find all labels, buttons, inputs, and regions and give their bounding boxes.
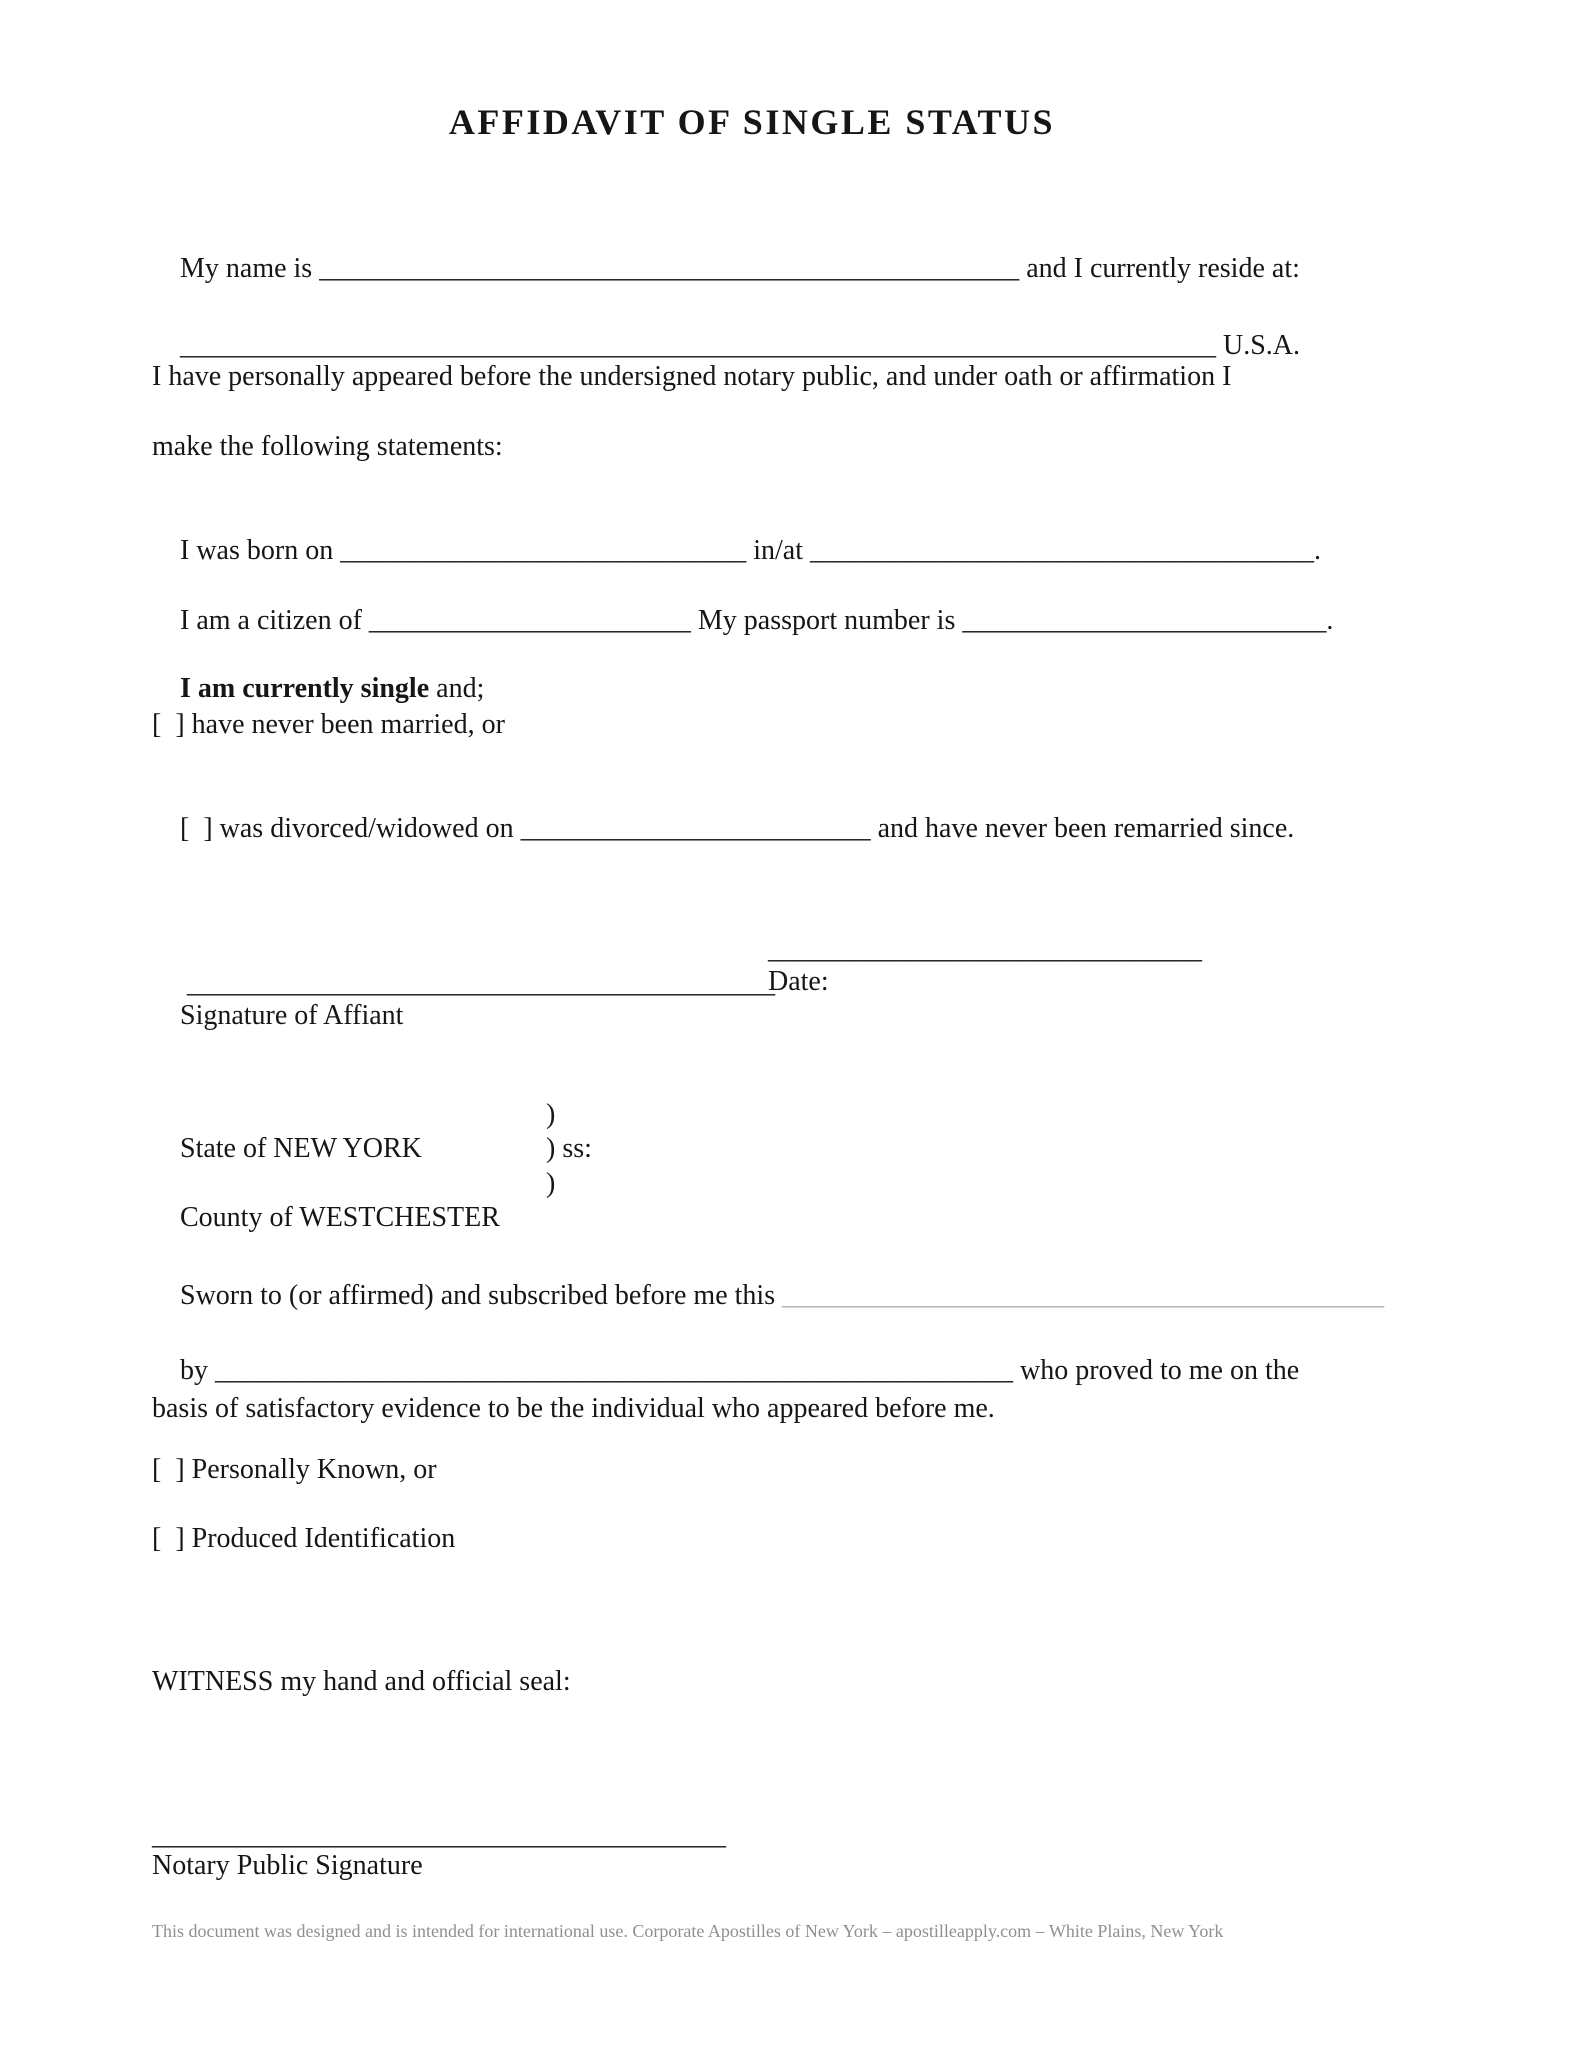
venue-county-label: County of WESTCHESTER xyxy=(180,1202,500,1233)
basis-line: basis of satisfactory evidence to be the individual who appeared before me. xyxy=(152,1393,995,1424)
divorced-date-blank: _________________________ xyxy=(520,813,871,844)
address-line-suffix: U.S.A. xyxy=(1216,330,1301,361)
witness-line: WITNESS my hand and official seal: xyxy=(152,1666,571,1697)
citizen-line-suffix: . xyxy=(1326,605,1334,636)
birth-place-blank: ____________________________________ xyxy=(809,535,1314,566)
affiant-signature-blank: __________________________________________ xyxy=(180,968,775,999)
venue-state-label: State of NEW YORK xyxy=(180,1133,422,1164)
affiant-signature-label: Signature of Affiant xyxy=(180,1000,404,1031)
name-blank: __________________________________________________ xyxy=(319,253,1020,284)
divorced-checkbox-line xyxy=(152,778,1294,880)
single-status-rest: and; xyxy=(429,673,485,704)
birth-date-blank: _____________________________ xyxy=(340,535,747,566)
never-married-checkbox-line: [ ] have never been married, or xyxy=(152,709,505,740)
address-blank: __________________________________________________________________________ xyxy=(180,330,1216,361)
sworn-date-blank: ___________________________________________ xyxy=(782,1280,1385,1311)
born-line-suffix: . xyxy=(1313,535,1321,566)
venue-ss-label: ) ss: xyxy=(546,1133,592,1164)
single-status-bold: I am currently single xyxy=(180,673,430,704)
divorced-line-prefix: [ ] was divorced/widowed on xyxy=(180,813,521,844)
produced-id-checkbox-line: [ ] Produced Identification xyxy=(152,1523,456,1554)
divorced-line-suffix: and have never been remarried since. xyxy=(870,813,1295,844)
citizen-line-mid: My passport number is xyxy=(690,605,963,636)
footer-text: This document was designed and is intended for international use. Corporate Apostilles of New York – apostilleapply.com – White Plains, New York xyxy=(152,1921,1224,1941)
notary-signature-label: Notary Public Signature xyxy=(152,1850,423,1881)
born-line-mid: in/at xyxy=(746,535,810,566)
personally-known-checkbox-line: [ ] Personally Known, or xyxy=(152,1454,437,1485)
by-name-blank: _________________________________________________________ xyxy=(215,1355,1013,1386)
date-blank: _______________________________ xyxy=(768,934,1202,965)
appeared-statement: I have personally appeared before the undersigned notary public, and under oath or affirmation I xyxy=(152,361,1232,392)
statements-intro: make the following statements: xyxy=(152,431,503,462)
venue-county-paren: ) xyxy=(546,1168,556,1199)
by-line-prefix: by xyxy=(180,1355,215,1386)
notary-signature-blank: _________________________________________ xyxy=(152,1820,726,1851)
signature-label-row xyxy=(152,965,829,1101)
sworn-line-prefix: Sworn to (or affirmed) and subscribed before me this xyxy=(180,1280,783,1311)
date-label: Date: xyxy=(768,966,829,997)
born-line-prefix: I was born on xyxy=(180,535,341,566)
name-line-prefix: My name is xyxy=(180,253,320,284)
venue-state-paren: ) xyxy=(546,1099,556,1130)
by-line-suffix: who proved to me on the xyxy=(1013,1355,1300,1386)
document-title: AFFIDAVIT OF SINGLE STATUS xyxy=(448,102,1056,142)
citizen-line-prefix: I am a citizen of xyxy=(180,605,369,636)
name-line-suffix: and I currently reside at: xyxy=(1019,253,1300,284)
citizenship-blank: _______________________ xyxy=(368,605,691,636)
passport-number-blank: __________________________ xyxy=(962,605,1327,636)
